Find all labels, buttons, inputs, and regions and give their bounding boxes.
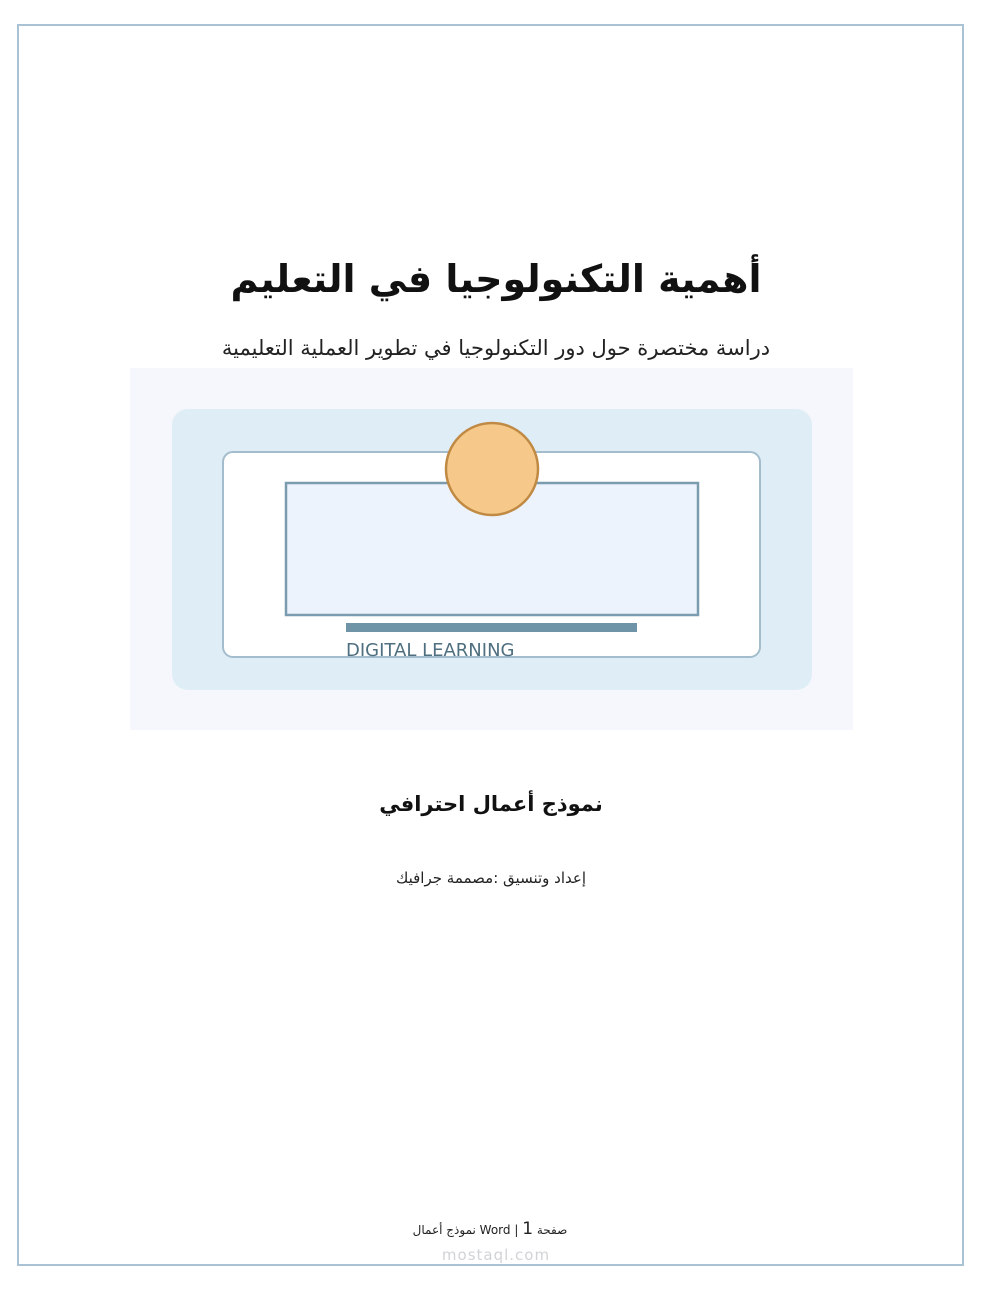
footer-page-number: 1 xyxy=(522,1219,534,1239)
digital-learning-illustration xyxy=(130,368,853,730)
document-subtitle: دراسة مختصرة حول دور التكنولوجيا في تطوير العملية التعليمية xyxy=(221,336,771,360)
document-title: أهمية التكنولوجيا في التعليم xyxy=(230,257,762,301)
credit-line: إعداد وتنسيق :مصممة جرافيك xyxy=(395,869,587,887)
footer-separator: | xyxy=(514,1223,519,1237)
footer-page-word: صفحة xyxy=(536,1223,568,1237)
portfolio-label: نموذج أعمال احترافي xyxy=(379,792,603,816)
mostaql-watermark: mostaql.com xyxy=(441,1246,551,1264)
screen-base-bar xyxy=(346,623,637,632)
page-footer xyxy=(0,1216,980,1243)
footer-label: Word نموذج أعمال xyxy=(412,1223,511,1237)
sun-icon xyxy=(446,423,538,515)
illustration-caption: DIGITAL LEARNING xyxy=(346,640,515,661)
